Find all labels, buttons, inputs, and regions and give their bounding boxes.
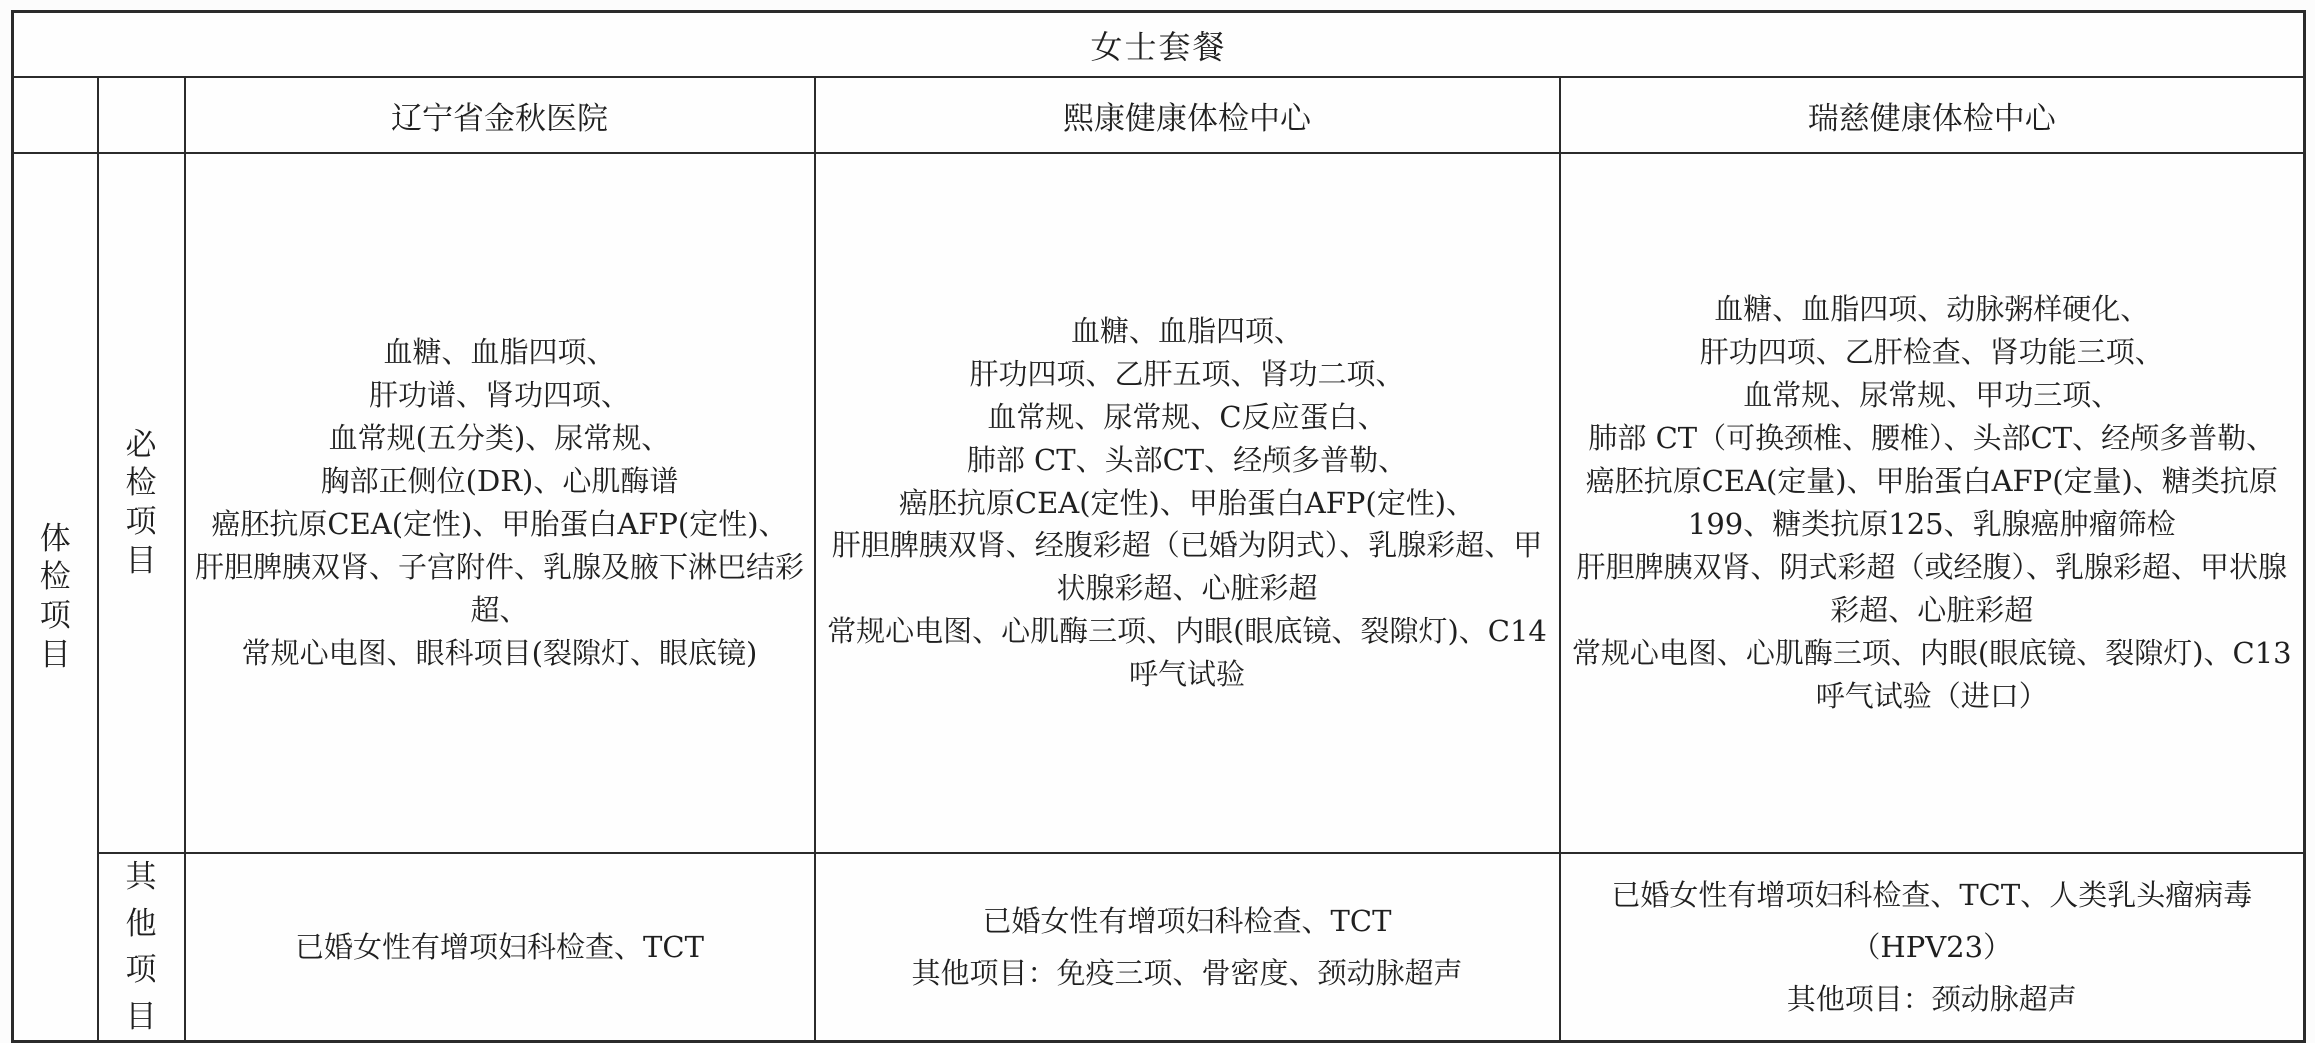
section-label-other-cell <box>98 853 185 1042</box>
required-items-ruici <box>1560 153 2305 853</box>
row-group-label: 体检项目 <box>39 520 71 673</box>
text-line: 血常规、尿常规、C反应蛋白、 <box>987 399 1387 434</box>
text-line: 肝胆脾胰双肾、阴式彩超（或经腹）、乳腺彩超、甲状腺彩超、心脏彩超 <box>1576 549 2288 627</box>
text-line: 癌胚抗原CEA(定性)、甲胎蛋白AFP(定性)、 <box>211 507 788 541</box>
text-line: 常规心电图、心肌酶三项、内眼(眼底镜、裂隙灯)、C14呼气试验 <box>827 614 1547 692</box>
text-line: 肝功四项、乙肝五项、肾功二项、 <box>969 356 1405 391</box>
text-line: 其他项目：颈动脉超声 <box>1786 982 2077 1017</box>
text-line: 肝功四项、乙肝检查、肾功能三项、 <box>1699 335 2164 370</box>
text-line: 已婚女性有增项妇科检查、TCT、人类乳头瘤病毒（HPV23） <box>1611 877 2253 964</box>
other-items-row <box>13 853 2305 1042</box>
other-items-xikang <box>815 853 1560 1042</box>
text-line: 肝功谱、肾功四项、 <box>368 378 630 413</box>
other-items-ruici <box>1560 853 2305 1042</box>
text-line: 肺部 CT（可换颈椎、腰椎）、头部CT、经颅多普勒、 <box>1588 421 2276 456</box>
text-line: 血糖、血脂四项、动脉粥样硬化、 <box>1714 292 2150 327</box>
text-line: 已婚女性有增项妇科检查、TCT <box>295 929 704 964</box>
header-empty-cell-1 <box>13 77 98 153</box>
text-line: 血糖、血脂四项、 <box>1070 313 1303 348</box>
other-items-jinqiu <box>185 853 815 1042</box>
row-group-label-cell <box>13 153 98 1042</box>
text-line: 肝胆脾胰双肾、经腹彩超（已婚为阴式）、乳腺彩超、甲状腺彩超、心脏彩超 <box>831 528 1543 606</box>
title-row <box>13 12 2305 78</box>
text-line: 癌胚抗原CEA(定性)、甲胎蛋白AFP(定性)、 <box>898 485 1476 520</box>
hospital-header-xikang: 熙康健康体检中心 <box>815 77 1560 153</box>
text-line: 癌胚抗原CEA(定量)、甲胎蛋白AFP(定量)、糖类抗原199、糖类抗原125、乳腺癌肿瘤筛检 <box>1585 464 2278 541</box>
text-line: 血常规(五分类)、尿常规、 <box>328 421 671 456</box>
text-line: 肺部 CT、头部CT、经颅多普勒、 <box>966 442 1408 477</box>
text-line: 肝胆脾胰双肾、子宫附件、乳腺及腋下淋巴结彩超、 <box>194 549 804 627</box>
required-items-row <box>13 153 2305 853</box>
section-label-required: 必检项目 <box>125 426 157 579</box>
text-line: 常规心电图、心肌酶三项、内眼(眼底镜、裂隙灯)、C13呼气试验（进口） <box>1571 635 2292 713</box>
required-items-jinqiu <box>185 153 815 853</box>
section-label-required-cell <box>98 153 185 853</box>
text-line: 胸部正侧位(DR)、心肌酶谱 <box>320 464 679 499</box>
required-items-xikang <box>815 153 1560 853</box>
text-line: 血常规、尿常规、甲功三项、 <box>1743 378 2121 413</box>
text-line: 血糖、血脂四项、 <box>383 335 616 370</box>
header-empty-cell-2 <box>98 77 185 153</box>
hospital-header-ruici: 瑞慈健康体检中心 <box>1560 77 2305 153</box>
hospital-header-jinqiu: 辽宁省金秋医院 <box>185 77 815 153</box>
section-label-other: 其他项目 <box>125 859 157 1035</box>
package-table-container <box>11 10 2306 1043</box>
header-row <box>13 77 2305 153</box>
table-title: 女士套餐 <box>13 12 2305 78</box>
package-comparison-table <box>11 10 2306 1043</box>
text-line: 其他项目：免疫三项、骨密度、颈动脉超声 <box>911 956 1463 990</box>
text-line: 已婚女性有增项妇科检查、TCT <box>982 903 1392 938</box>
text-line: 常规心电图、眼科项目(裂隙灯、眼底镜) <box>241 635 758 670</box>
